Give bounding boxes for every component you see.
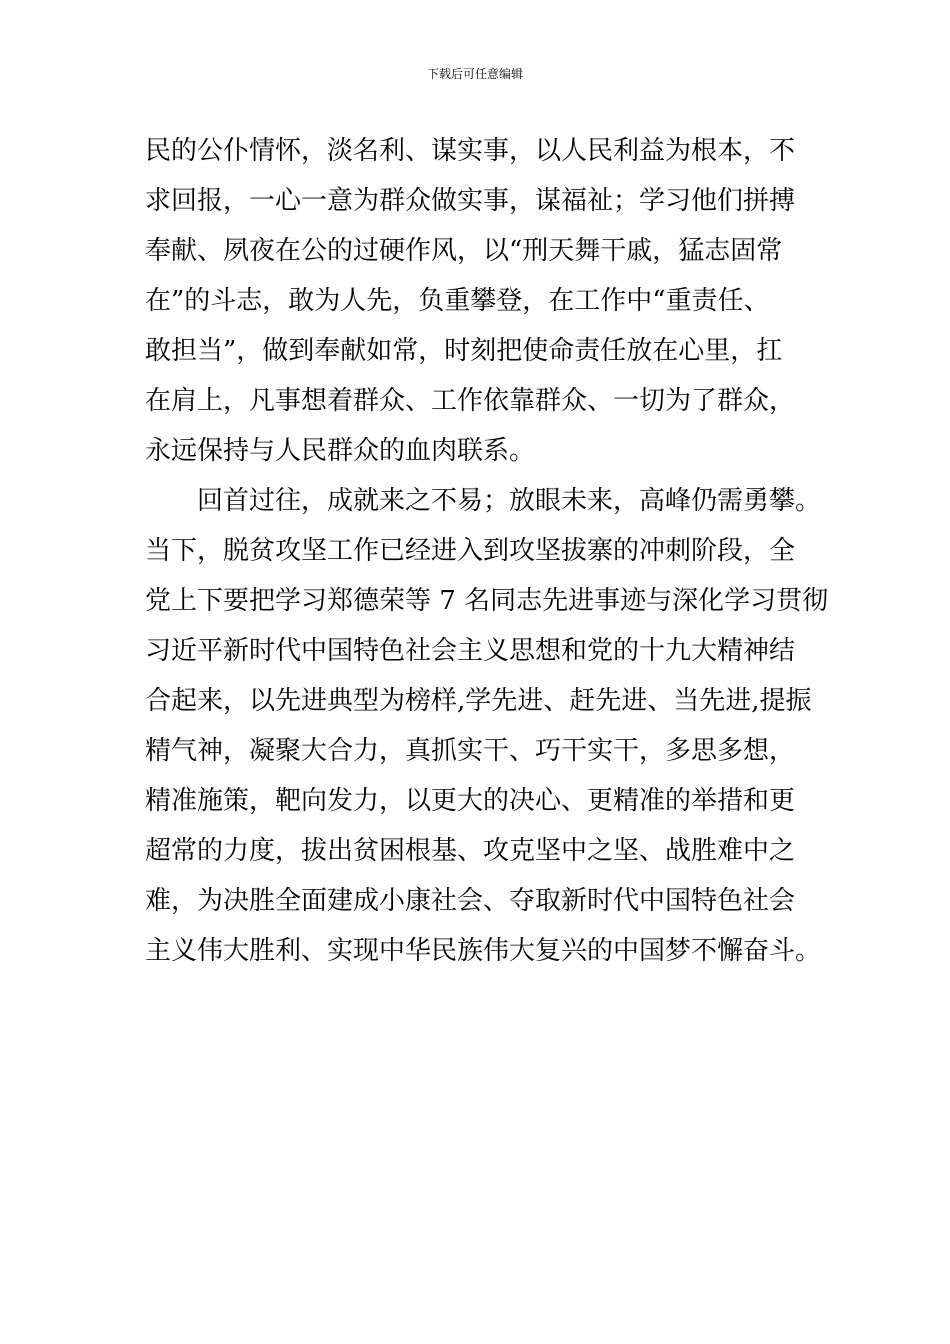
- text-line: 奉献、夙夜在公的过硬作风，以“刑天舞干戚，猛志固常: [145, 236, 783, 266]
- text-line: 当下，脱贫攻坚工作已经进入到攻坚拔寨的冲刺阶段，全: [145, 536, 796, 566]
- text-line: 求回报，一心一意为群众做实事，谋福祉；学习他们拼搏: [145, 186, 796, 216]
- text-line: 敢担当”，做到奉献如常，时刻把使命责任放在心里，扛: [145, 336, 783, 366]
- paragraph-first-line: 回首过往，成就来之不易；放眼未来，高峰仍需勇攀。: [197, 486, 822, 516]
- document-body: [145, 126, 829, 976]
- text-line: 在肩上，凡事想着群众、工作依靠群众、一切为了群众，: [145, 386, 796, 416]
- text-line: 永远保持与人民群众的血肉联系。: [145, 436, 536, 466]
- text-line: 超常的力度，拔出贫困根基、攻克坚中之坚、战胜难中之: [145, 836, 796, 866]
- text-line: 主义伟大胜利、实现中华民族伟大复兴的中国梦不懈奋斗。: [145, 936, 822, 966]
- text-line: 难，为决胜全面建成小康社会、夺取新时代中国特色社会: [145, 886, 796, 916]
- text-line: 精气神，凝聚大合力，真抓实干、巧干实干，多思多想，: [145, 736, 796, 766]
- page-header: 下载后可任意编辑: [426, 67, 523, 81]
- text-line: 在”的斗志，敢为人先，负重攀登，在工作中“重责任、: [145, 286, 770, 316]
- text-line: 合起来，以先进典型为榜样,学先进、赶先进、当先进,提振: [145, 686, 812, 716]
- text-line: 精准施策，靶向发力，以更大的决心、更精准的举措和更: [145, 786, 796, 816]
- text-line: 习近平新时代中国特色社会主义思想和党的十九大精神结: [145, 636, 796, 666]
- text-line: 民的公仆情怀，淡名利、谋实事，以人民利益为根本，不: [145, 136, 796, 166]
- text-line: 党上下要把学习郑德荣等 7 名同志先进事迹与深化学习贯彻: [145, 586, 829, 616]
